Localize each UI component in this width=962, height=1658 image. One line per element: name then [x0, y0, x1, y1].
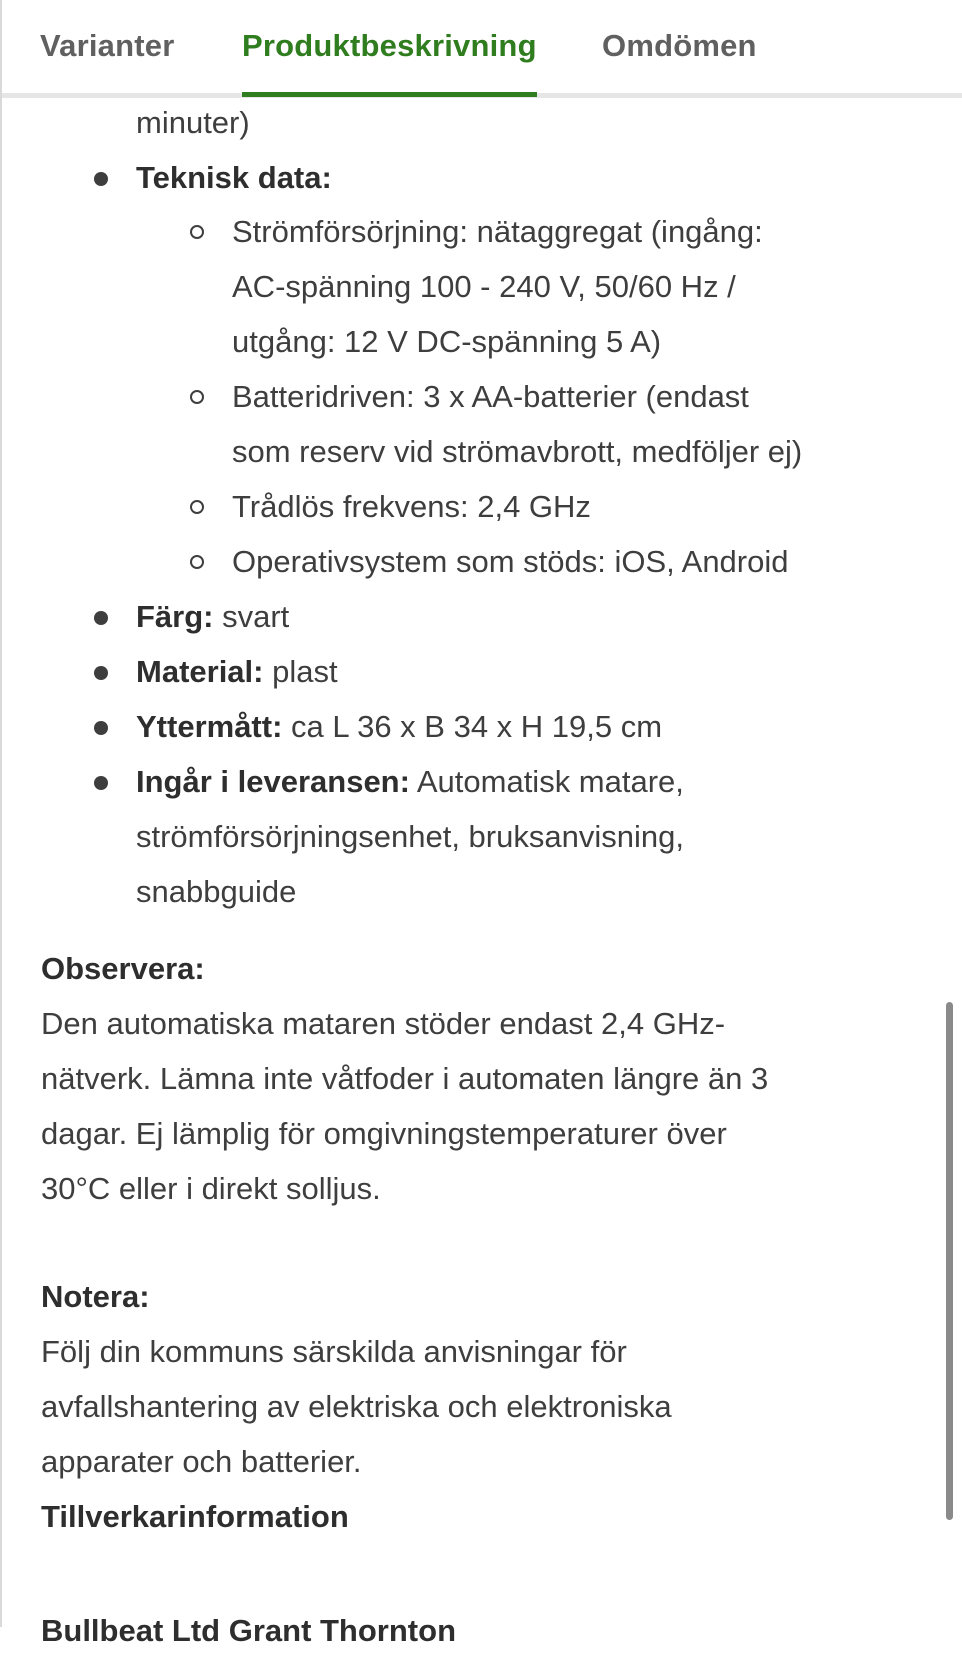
- list-item-delivery: [136, 754, 684, 809]
- bullet-disc-icon: [94, 611, 108, 625]
- list-item-os: Operativsystem som stöds: iOS, Android: [232, 544, 789, 579]
- list-item-material: [136, 644, 338, 699]
- material-value: plast: [263, 654, 338, 689]
- continued-text: minuter): [136, 105, 250, 140]
- delivery-value: Automatisk matare,: [409, 764, 684, 799]
- list-item-wireless: Trådlös frekvens: 2,4 GHz: [232, 489, 591, 524]
- note-heading: Notera:: [41, 1279, 150, 1314]
- note-line-1: Följ din kommuns särskilda anvisningar för: [41, 1334, 627, 1369]
- scrollbar-thumb[interactable]: [946, 1002, 953, 1520]
- bullet-disc-icon: [94, 666, 108, 680]
- delivery-value-line-3: snabbguide: [136, 874, 297, 909]
- bullet-disc-icon: [94, 172, 108, 186]
- tab-varianter[interactable]: Varianter: [40, 28, 175, 63]
- list-item-power-3: utgång: 12 V DC-spänning 5 A): [232, 324, 662, 359]
- note-line-2: avfallshantering av elektriska och elektroniska: [41, 1389, 672, 1424]
- manufacturer-heading: Tillverkarinformation: [41, 1499, 349, 1534]
- bullet-disc-icon: [94, 776, 108, 790]
- material-label: Material:: [136, 654, 264, 689]
- observe-line-1: Den automatiska mataren stöder endast 2,4 GHz-: [41, 1006, 726, 1041]
- delivery-value-line-2: strömförsörjningsenhet, bruksanvisning,: [136, 819, 684, 854]
- color-value: svart: [213, 599, 290, 634]
- list-item-color: [136, 589, 289, 644]
- note-line-3: apparater och batterier.: [41, 1444, 362, 1479]
- bullet-circle-icon: [190, 555, 204, 569]
- list-item-power-1: Strömförsörjning: nätaggregat (ingång:: [232, 214, 763, 249]
- bullet-circle-icon: [190, 225, 204, 239]
- list-item-power-2: AC-spänning 100 - 240 V, 50/60 Hz /: [232, 269, 736, 304]
- observe-line-2: nätverk. Lämna inte våtfoder i automaten längre än 3: [41, 1061, 769, 1096]
- list-item-battery-2: som reserv vid strömavbrott, medföljer ej): [232, 434, 803, 469]
- bullet-circle-icon: [190, 390, 204, 404]
- dimensions-label: Yttermått:: [136, 709, 283, 744]
- tech-data-heading: Teknisk data:: [136, 160, 332, 195]
- observe-line-3: dagar. Ej lämplig för omgivningstemperaturer över: [41, 1116, 727, 1151]
- delivery-label: Ingår i leveransen:: [136, 764, 410, 799]
- observe-line-4: 30°C eller i direkt solljus.: [41, 1171, 381, 1206]
- tab-produktbeskrivning[interactable]: Produktbeskrivning: [242, 0, 537, 93]
- dimensions-value: ca L 36 x B 34 x H 19,5 cm: [282, 709, 663, 744]
- manufacturer-name-partial: Bullbeat Ltd Grant Thornton: [41, 1613, 457, 1648]
- bullet-circle-icon: [190, 500, 204, 514]
- list-item-battery-1: Batteridriven: 3 x AA-batterier (endast: [232, 379, 749, 414]
- tab-omdomen[interactable]: Omdömen: [602, 28, 757, 63]
- tab-bar: [2, 0, 962, 98]
- bullet-disc-icon: [94, 721, 108, 735]
- observe-heading: Observera:: [41, 951, 205, 986]
- color-label: Färg:: [136, 599, 214, 634]
- list-item-dimensions: [136, 699, 662, 754]
